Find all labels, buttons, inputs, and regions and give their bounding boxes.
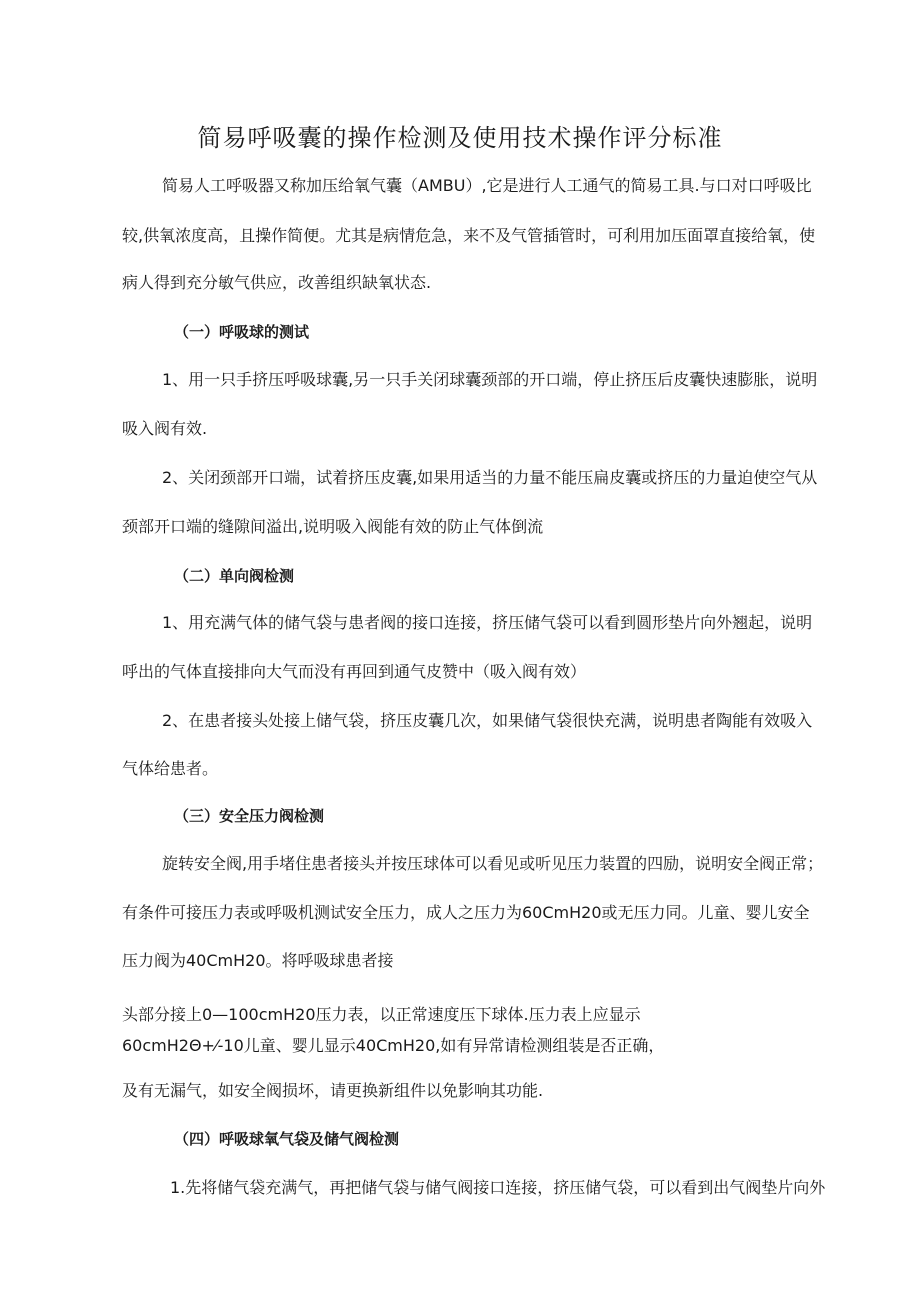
- intro-line-3: 病人得到充分敏气供应，改善组织缺氧状态.: [122, 273, 432, 292]
- section-4-heading: （四）呼吸球氧气袋及储气阀检测: [174, 1130, 400, 1148]
- section-3-line-2: 有条件可接压力表或呼吸机测试安全压力，成人之压力为60CmH20或无压力同。儿童、婴儿安全: [122, 903, 810, 922]
- section-2-item-2-line-2: 气体给患者。: [122, 759, 219, 778]
- section-3-line-3: 压力阀为40CmH20。将呼吸球患者接: [122, 951, 394, 970]
- document-title: 简易呼吸囊的操作检测及使用技术操作评分标准: [197, 124, 723, 152]
- section-1-item-2-line-1: 2、关闭颈部开口端，试着挤压皮囊,如果用适当的力量不能压扁皮囊或挤压的力量迫使空气从: [162, 468, 818, 487]
- intro-line-1: 简易人工呼吸器又称加压给氧气囊（AMBU）,它是进行人工通气的简易工具.与口对口呼吸比: [162, 176, 812, 195]
- section-3-line-4: 头部分接上0—100cmH20压力表，以正常速度压下球体.压力表上应显示: [122, 1005, 641, 1024]
- section-3-line-5: 60cmH2Θ+⁄-10儿童、婴儿显示40CmH20,如有异常请检测组装是否正确，: [122, 1036, 665, 1055]
- section-1-item-1-line-2: 吸入阀有效.: [122, 419, 208, 438]
- section-4-item-1-line-1: 1.先将储气袋充满气，再把储气袋与储气阀接口连接，挤压储气袋，可以看到出气阀垫片向外: [170, 1178, 826, 1197]
- section-2-heading: （二）单向阀检测: [174, 567, 295, 585]
- section-2-item-2-line-1: 2、在患者接头处接上储气袋，挤压皮囊几次，如果储气袋很快充满，说明患者陶能有效吸入: [162, 711, 813, 730]
- section-2-item-1-line-1: 1、用充满气体的储气袋与患者阀的接口连接，挤压储气袋可以看到圆形垫片向外翘起，说明: [162, 613, 813, 632]
- intro-line-2: 较,供氧浓度高，且操作简便。尤其是病情危急，来不及气管插管时，可利用加压面罩直接给氧，使: [122, 226, 816, 245]
- section-2-item-1-line-2: 呼出的气体直接排向大气而没有再回到通气皮赞中（吸入阀有效）: [122, 662, 587, 681]
- section-1-item-2-line-2: 颈部开口端的缝隙间溢出,说明吸入阀能有效的防止气体倒流: [122, 517, 544, 536]
- section-3-heading: （三）安全压力阀检测: [174, 807, 325, 825]
- section-1-heading: （一）呼吸球的测试: [174, 323, 310, 341]
- section-1-item-1-line-1: 1、用一只手挤压呼吸球囊,另一只手关闭球囊颈部的开口端，停止挤压后皮囊快速膨胀，说明: [162, 370, 818, 389]
- section-3-line-6: 及有无漏气，如安全阀损坏，请更换新组件以免影响其功能.: [122, 1081, 544, 1100]
- section-3-line-1: 旋转安全阀,用手堵住患者接头并按压球体可以看见或听见压力装置的四励，说明安全阀正常；: [162, 854, 824, 873]
